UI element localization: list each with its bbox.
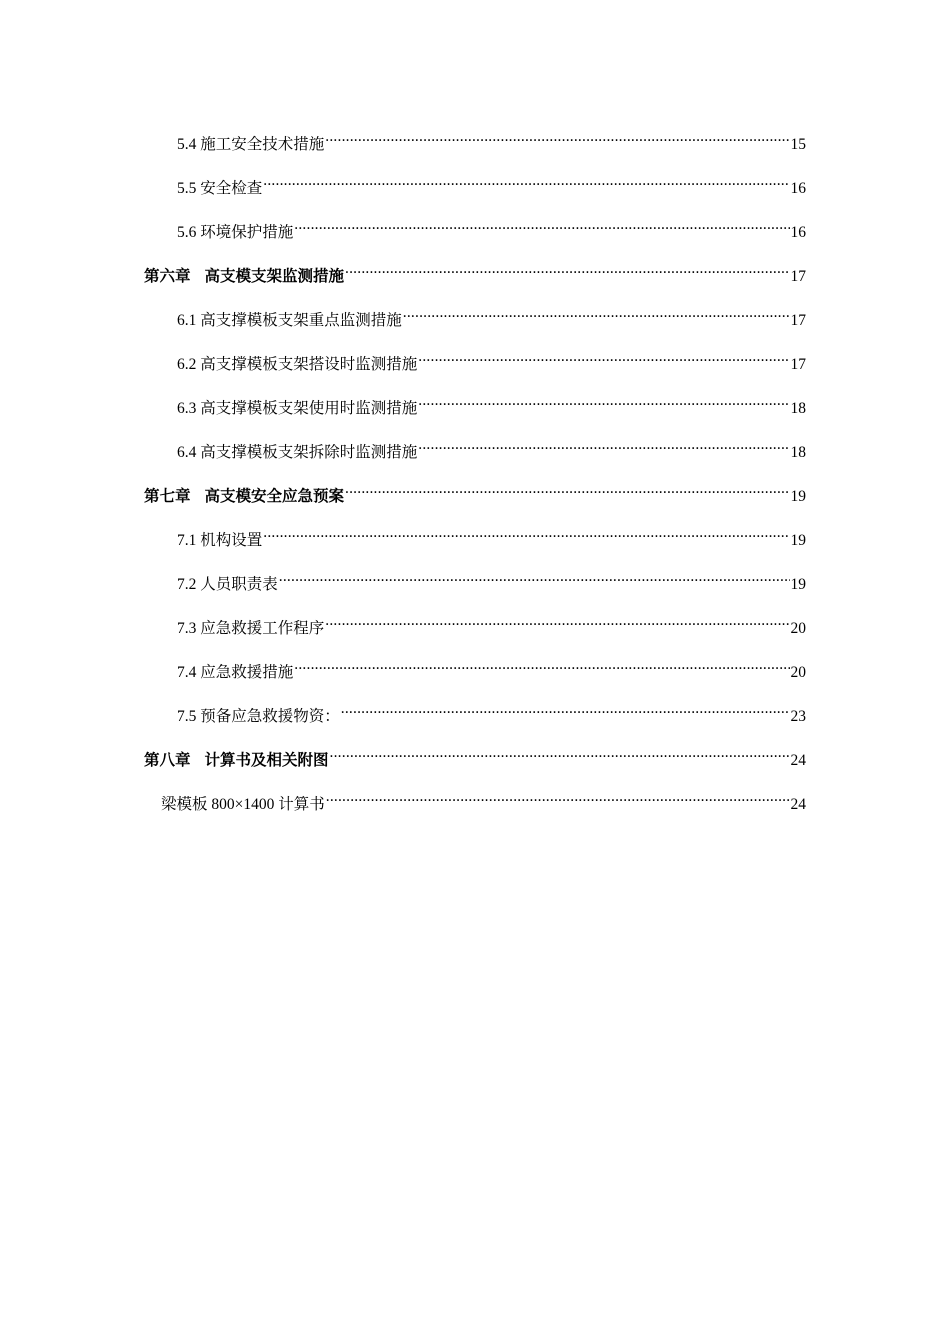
dot-leader <box>263 521 789 545</box>
dot-leader <box>330 741 790 765</box>
toc-entry-7-1[interactable] <box>177 521 806 549</box>
toc-page-number: 17 <box>790 268 806 285</box>
toc-entry-6-2[interactable] <box>177 345 806 373</box>
toc-entry-7-5[interactable] <box>177 697 806 725</box>
dot-leader <box>326 785 790 809</box>
chapter-name: 高支模安全应急预案 <box>204 488 345 505</box>
toc-entry-title: 7.2 人员职责表 <box>177 576 278 593</box>
chapter-name: 高支模支架监测措施 <box>204 268 345 285</box>
toc-page-number: 15 <box>790 136 806 153</box>
toc-entry-title: 5.6 环境保护措施 <box>177 224 294 241</box>
toc-entry-6-4[interactable] <box>177 433 806 461</box>
toc-entry-title: 6.1 高支撑模板支架重点监测措施 <box>177 312 402 329</box>
toc-entry-beam-formwork-calc[interactable] <box>161 785 806 813</box>
dot-leader <box>403 301 790 325</box>
toc-entry-title: 7.5 预备应急救援物资： <box>177 708 340 725</box>
toc-entry-6-1[interactable] <box>177 301 806 329</box>
dot-leader <box>294 213 789 237</box>
toc-page-number: 16 <box>790 224 806 241</box>
chapter-number: 第七章 <box>144 488 191 505</box>
toc-entry-7-4[interactable] <box>177 653 806 681</box>
dot-leader <box>279 565 790 589</box>
toc-page-number: 20 <box>790 620 806 637</box>
dot-leader <box>294 653 789 677</box>
toc-page-number: 19 <box>790 532 806 549</box>
toc-chapter-title <box>144 749 329 773</box>
dot-leader <box>325 609 789 633</box>
toc-entry-title: 7.1 机构设置 <box>177 532 263 549</box>
toc-chapter-title <box>144 265 344 289</box>
toc-page-number: 20 <box>790 664 806 681</box>
toc-page-number: 17 <box>790 312 806 329</box>
toc-entry-title: 梁模板 800×1400 计算书 <box>161 796 325 813</box>
toc-page-number: 17 <box>790 356 806 373</box>
toc-page-number: 18 <box>790 444 806 461</box>
dot-leader <box>263 169 789 193</box>
toc-chapter-8[interactable] <box>144 741 806 769</box>
chapter-number: 第六章 <box>144 268 191 285</box>
chapter-name: 计算书及相关附图 <box>204 752 329 769</box>
toc-entry-title: 7.3 应急救援工作程序 <box>177 620 325 637</box>
toc-page-number: 18 <box>790 400 806 417</box>
dot-leader <box>341 697 790 721</box>
toc-entry-title: 6.3 高支撑模板支架使用时监测措施 <box>177 400 418 417</box>
dot-leader <box>345 477 789 501</box>
toc-entry-7-3[interactable] <box>177 609 806 637</box>
toc-page-number: 19 <box>790 576 806 593</box>
toc-entry-title: 7.4 应急救援措施 <box>177 664 294 681</box>
toc-page-number: 24 <box>790 752 806 769</box>
toc-entry-title: 5.5 安全检查 <box>177 180 263 197</box>
toc-entry-7-2[interactable] <box>177 565 806 593</box>
toc-chapter-7[interactable] <box>144 477 806 505</box>
toc-entry-title: 5.4 施工安全技术措施 <box>177 136 325 153</box>
toc-entry-5-6[interactable] <box>177 213 806 241</box>
toc-chapter-title <box>144 485 344 509</box>
toc-chapter-6[interactable] <box>144 257 806 285</box>
toc-page-number: 19 <box>790 488 806 505</box>
dot-leader <box>418 389 789 413</box>
dot-leader <box>418 433 789 457</box>
toc-page-number: 23 <box>790 708 806 725</box>
chapter-number: 第八章 <box>144 752 191 769</box>
toc-entry-title: 6.4 高支撑模板支架拆除时监测措施 <box>177 444 418 461</box>
dot-leader <box>325 125 789 149</box>
toc-entry-6-3[interactable] <box>177 389 806 417</box>
toc-entry-title: 6.2 高支撑模板支架搭设时监测措施 <box>177 356 418 373</box>
dot-leader <box>418 345 789 369</box>
toc-entry-5-4[interactable] <box>177 125 806 153</box>
toc-entry-5-5[interactable] <box>177 169 806 197</box>
toc-page-number: 16 <box>790 180 806 197</box>
toc-page-number: 24 <box>790 796 806 813</box>
dot-leader <box>345 257 789 281</box>
